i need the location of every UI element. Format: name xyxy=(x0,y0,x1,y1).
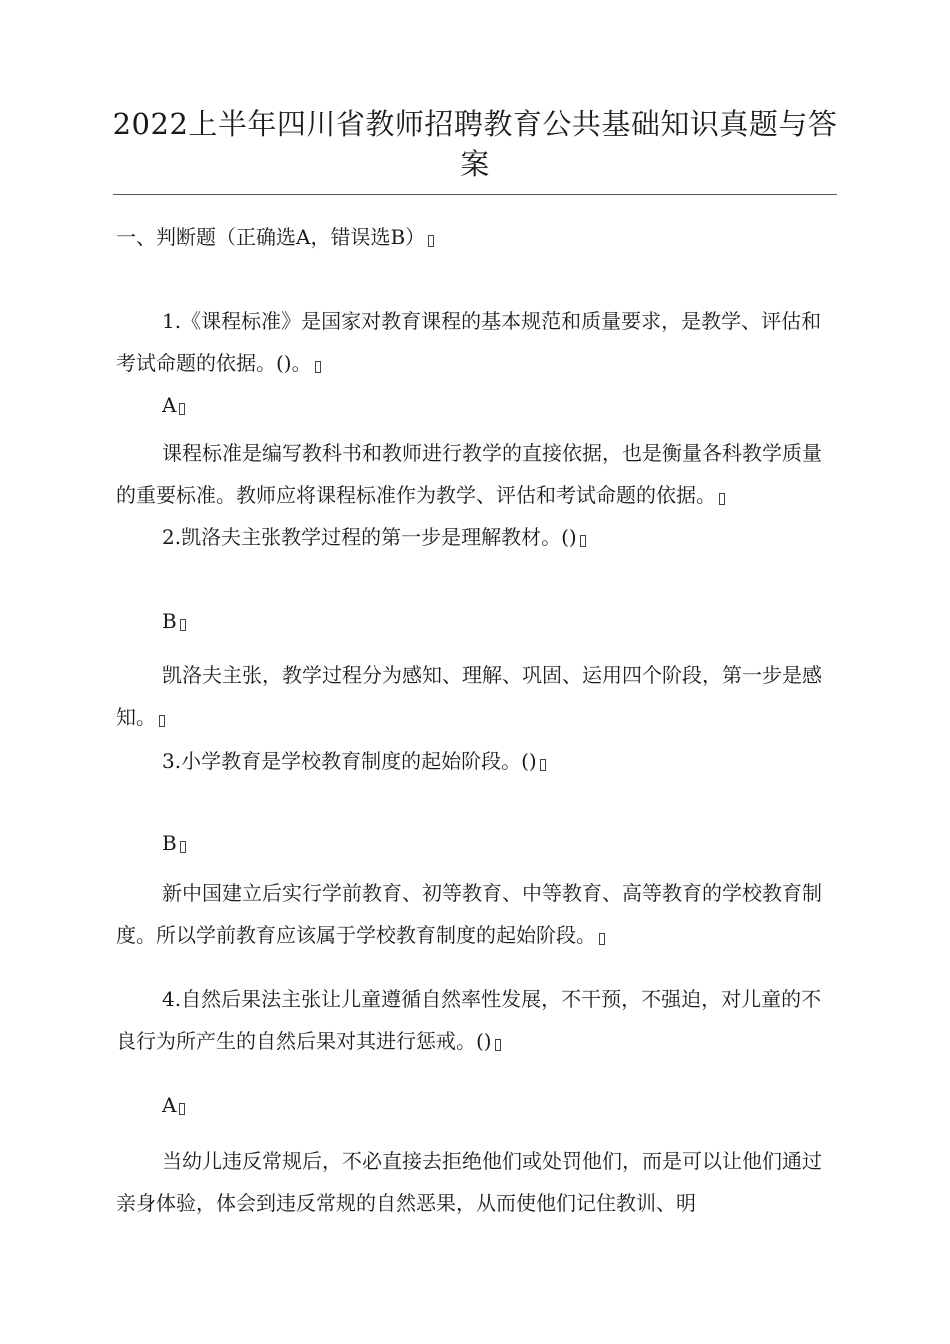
section-heading-text: 一、判断题（正确选A，错误选B） xyxy=(116,225,426,249)
explanation-4-text: 当幼儿违反常规后，不必直接去拒绝他们或处罚他们，而是可以让他们通过亲身体验，体会到违反常规的自然恶果，从而使他们记住教训、明 xyxy=(116,1149,822,1215)
paragraph-mark-icon xyxy=(580,535,586,547)
answer-4 xyxy=(116,1084,836,1126)
answer-1 xyxy=(116,384,836,426)
question-3-text: 3.小学教育是学校教育制度的起始阶段。() xyxy=(162,749,537,773)
question-2-text: 2.凯洛夫主张教学过程的第一步是理解教材。() xyxy=(162,525,577,549)
paragraph-mark-icon xyxy=(180,619,186,631)
paragraph-mark-icon xyxy=(719,493,725,505)
paragraph-mark-icon xyxy=(180,841,186,853)
question-3 xyxy=(116,740,836,782)
answer-2-text: B xyxy=(162,609,177,633)
section-heading xyxy=(116,216,836,258)
question-1 xyxy=(116,300,836,384)
explanation-3-text: 新中国建立后实行学前教育、初等教育、中等教育、高等教育的学校教育制度。所以学前教育应该属于学校教育制度的起始阶段。 xyxy=(116,881,822,947)
answer-2 xyxy=(116,600,836,642)
question-4-text: 4.自然后果法主张让儿童遵循自然率性发展，不干预，不强迫，对儿童的不良行为所产生的自然后果对其进行惩戒。() xyxy=(116,987,822,1053)
paragraph-mark-icon xyxy=(540,759,546,771)
title-divider xyxy=(113,194,837,195)
question-1-text: 1.《课程标准》是国家对教育课程的基本规范和质量要求，是教学、评估和考试命题的依据。()。 xyxy=(116,309,822,375)
paragraph-mark-icon xyxy=(179,403,185,415)
paragraph-mark-icon xyxy=(599,933,605,945)
paragraph-mark-icon xyxy=(179,1103,185,1115)
question-2 xyxy=(116,516,836,558)
paragraph-mark-icon xyxy=(159,715,165,727)
answer-1-text: A xyxy=(162,393,177,417)
document-title: 2022上半年四川省教师招聘教育公共基础知识真题与答案 xyxy=(112,107,838,181)
paragraph-mark-icon xyxy=(428,235,434,247)
answer-3-text: B xyxy=(162,831,177,855)
answer-3 xyxy=(116,822,836,864)
answer-4-text: A xyxy=(162,1093,177,1117)
explanation-4 xyxy=(116,1140,836,1224)
explanation-3 xyxy=(116,872,836,956)
paragraph-mark-icon xyxy=(315,361,321,373)
explanation-2 xyxy=(116,654,836,738)
explanation-1 xyxy=(116,432,836,516)
paragraph-mark-icon xyxy=(495,1039,501,1051)
question-4 xyxy=(116,978,836,1062)
explanation-2-text: 凯洛夫主张，教学过程分为感知、理解、巩固、运用四个阶段，第一步是感知。 xyxy=(116,663,822,729)
explanation-1-text: 课程标准是编写教科书和教师进行教学的直接依据，也是衡量各科教学质量的重要标准。教师应将课程标准作为教学、评估和考试命题的依据。 xyxy=(116,441,822,507)
